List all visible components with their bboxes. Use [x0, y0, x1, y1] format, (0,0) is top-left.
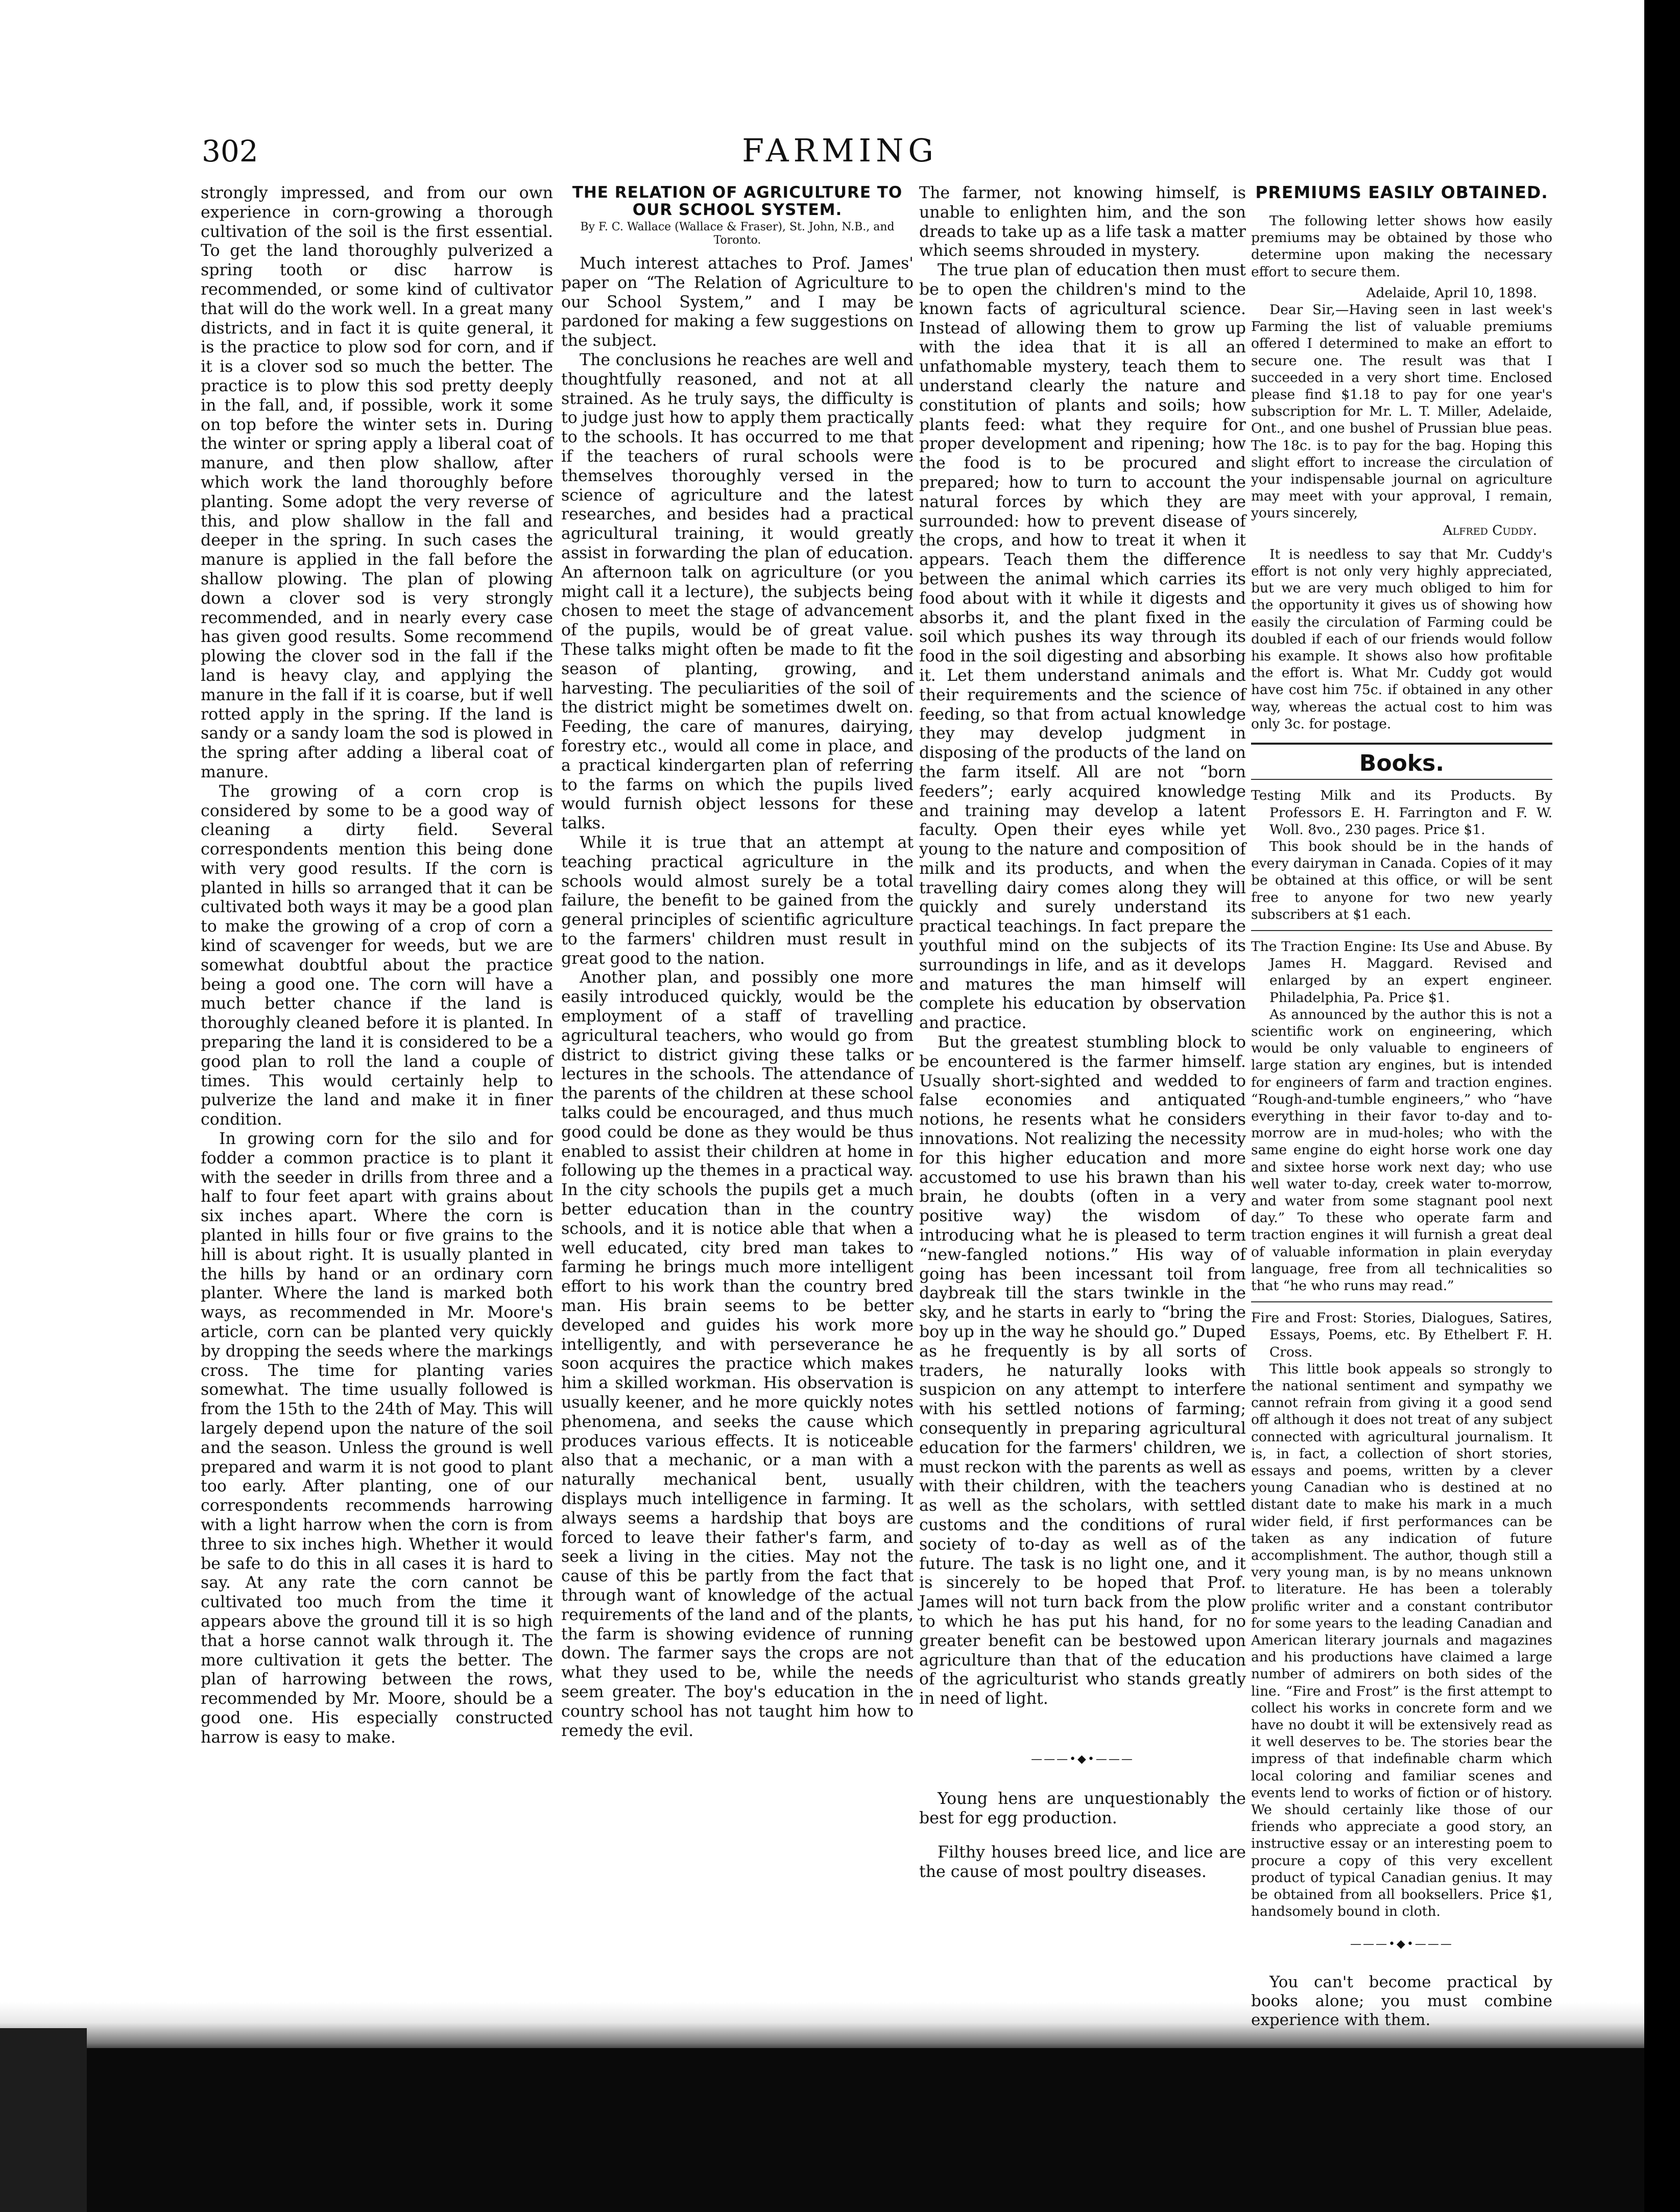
scan-corner: [0, 2028, 87, 2212]
paragraph: The farmer, not knowing himself, is unable to enlighten him, and the son dreads to take up as a life task a matter which seems shrouded in mystery.: [919, 184, 1246, 260]
premiums-headline: PREMIUMS EASILY OBTAINED.: [1255, 182, 1548, 202]
article-byline: By F. C. Wallace (Wallace & Fraser), St. John, N.B., and Toronto.: [580, 221, 895, 247]
column-3: [919, 184, 1246, 1882]
letter-body: Dear Sir,—Having seen in last week's Farming the list of valuable premiums offered I determined to make an effort to secure one. The result was that I succeeded in a very short time. Enclosed please find $1.18 to pay for one year's subscription for Mr. L. T. Miller, Adelaide, Ont., and one bushel of Prussian blue peas. The 18c. is to pay for the bag. Hoping this slight effort to increase the circulation of your indispensable journal on agriculture may meet with your approval, I remain, yours sincerely,: [1251, 302, 1552, 521]
paragraph: The true plan of education then must be to open the children's mind to the known facts of agricultural science. Instead of allowing them to grow up with the idea that it is all an unfathomable mystery, teach them to understand clearly the nature and constitution of plants and soils; how plants feed: what they require for proper development and ripening; how the food is to be procured and prepared; how to turn to account the natural forces by which they are surrounded: how to prevent disease of the crops, and how to treat it when it appears. Teach them the difference between the animal which carries its food about with it while it digests and absorbs it, and the plant fixed in the soil which pushes its way through its food in the soil digesting and absorbing it. Let them understand animals and their requirements and the science of feeding, so that from actual knowledge they may develop judgment in disposing of the products of the land on the farm itself. All are not “born feeders”; early acquired knowledge and training may develop a latent faculty. Open their eyes while yet young to the nature and composition of milk and its products, and when the travelling dairy comes along they will quickly and surely understand its practical teachings. In fact prepare the youthful mind on the subjects of its surroundings in life, and as it develops and matures the man himself will complete his education by observation and practice.: [919, 261, 1246, 1033]
book-title: The Traction Engine: Its Use and Abuse. By James H. Maggard. Revised and enlarged by an expert engineer. Philadelphia, Pa. Price $1.: [1251, 938, 1552, 1006]
book-title: Testing Milk and its Products. By Professors E. H. Farrington and F. W. Woll. 8vo., 230 pages. Price $1.: [1251, 788, 1552, 838]
paragraph: It is needless to say that Mr. Cuddy's effort is not only very highly appreciated, but we are very much obliged to him for the opportunity it gives us of showing how easily the circulation of Farming could be doubled if each of our friends would follow his example. It shows also how profitable the effort is. What Mr. Cuddy got would have cost him 75c. if obtained in any other way, whereas the actual cost to him was only 3c. for postage.: [1251, 546, 1552, 732]
column-2: [561, 184, 914, 1741]
column-4: [1251, 184, 1552, 2030]
paragraph: Another plan, and possibly one more easily introduced quickly, would be the employment of a staff of travelling agricultural teachers, who would go from district to district giving these talks or lectures in the schools. The attendance of the parents of the children at these school talks could be encouraged, and thus much good could be done as they would be thus enabled to assist their children at home in following up the themes in a practical way. In the city schools the pupils get a much better education than in the country schools, and it is notice able that when a well educated, city bred man takes to farming he brings much more intelligent effort to his work than the country bred man. His brain seems to be better developed and guides his work more intelligently, and with perseverance he soon acquires the practice which makes him a skilled workman. His observation is usually keener, and he more quickly notes phenomena, and seeks the cause which produces various effects. It is noticeable also that a mechanic, or a man with a naturally mechanical bent, usually displays much intelligence in farming. It always seems a hardship that boys are forced to leave their father's farm, and seek a living in the cities. May not the cause of this be partly from the fact that through want of knowledge of the actual requirements of the land and of the plants, the farm is showing evidence of running down. The farmer says the crops are not what they used to be, while the needs seem greater. The boy's education in the country school has not taught him how to remedy the evil.: [561, 968, 914, 1740]
column-1: [201, 184, 553, 1748]
paragraph: The following letter shows how easily premiums may be obtained by those who determine upon making the necessary effort to secure them.: [1251, 213, 1552, 280]
rule: [1251, 1301, 1552, 1302]
paragraph: Much interest attaches to Prof. James' paper on “The Relation of Agriculture to our School System,” and I may be pardoned for making a few suggestions on the subject.: [561, 254, 914, 350]
paragraph: You can't become practical by books alone; you must combine experience with them.: [1251, 1972, 1552, 2029]
page-number: 302: [202, 134, 258, 169]
book-description: As announced by the author this is not a scientific work on engineering, which would be only valuable to engineers of large station ary engines, but is intended for engineers of farm and traction engines. “Rough-and-tumble engineers,” who “have everything in their favor to-day and to-morrow are in mud-holes; who with the same engine do eight horse work one day and sixtee horse work next day; who use well water to-day, creek water to-morrow, and water from some stagnant pool next day.” To these who operate farm and traction engines it will furnish a great deal of valuable information in plain everyday language, free from all technicalities so that “he who runs may read.”: [1251, 1006, 1552, 1294]
running-title: FARMING: [742, 132, 938, 169]
section-divider: ———•◆•———: [1350, 1937, 1453, 1951]
letter-dateline: Adelaide, April 10, 1898.: [1366, 284, 1537, 301]
letter-signature: Alfred Cuddy.: [1443, 522, 1537, 538]
paragraph: The growing of a corn crop is considered by some to be a good way of cleaning a dirty field. Several correspondents mention this being done with very good results. If the corn is planted in hills so arranged that it can be cultivated both ways it may be a good plan to make the growing of a crop of corn a kind of scavenger for weeds, but we are somewhat doubtful about the practice being a good one. The corn will have a much better chance if the land is thoroughly cleaned before it is planted. In preparing the land it is considered to be a good plan to roll the land a couple of times. This would certainly help to pulverize the land and make it in finer condition.: [201, 782, 553, 1129]
book-title: Fire and Frost: Stories, Dialogues, Satires, Essays, Poems, etc. By Ethelbert F. H. Cross.: [1251, 1310, 1552, 1360]
book-description: This book should be in the hands of every dairyman in Canada. Copies of it may be obtained at this office, or will be sent free to anyone for two new yearly subscribers at $1 each.: [1251, 838, 1552, 922]
rule: [1251, 930, 1552, 931]
books-heading: Books.: [1359, 750, 1445, 777]
rule: [1251, 779, 1552, 780]
book-description: This little book appeals so strongly to the national sentiment and sympathy we cannot refrain from giving it a good send off although it does not treat of any subject connected with agricultural journalism. It is, in fact, a collection of short stories, essays and poems, written by a clever young Canadian who is destined at no distant date to make his mark in a much wider field, if first performances can be taken as any indication of future accomplishment. The author, though still a very young man, is by no means unknown to literature. He has been a tolerably prolific writer and a constant contributor for some years to the leading Canadian and American literary journals and magazines and his productions have claimed a large number of admirers on both sides of the line. “Fire and Frost” is the first attempt to collect his works in concrete form and we have no doubt it will be extensively read as it well deserves to be. The stories bear the impress of that indefinable charm which local coloring and familiar scenes and events lend to works of fiction or of history. We should certainly like those of our friends who appreciate a good story, an instructive essay or an interesting poem to procure a copy of this very excellent product of typical Canadian genius. It may be obtained from all booksellers. Price $1, handsomely bound in cloth.: [1251, 1361, 1552, 1920]
scan-dark-edge: [77, 2048, 1644, 2212]
paragraph: But the greatest stumbling block to be encountered is the farmer himself. Usually short-sighted and wedded to false economies and antiquated notions, he resents what he considers innovations. Not realizing the necessity for this higher education and more accustomed to use his brawn than his brain, he doubts (often in a very positive way) the wisdom of introducing what he is pleased to term “new-fangled notions.” His way of going has been incessant toil from daybreak till the stars twinkle in the sky, and he starts in early to “bring the boy up in the way he should go.” Duped as he frequently is by all sorts of traders, he naturally looks with suspicion on any attempt to interfere with his settled notions of farming; consequently in preparing agricultural education for the farmers' children, we must reckon with the parents as well as with their children, with the teachers as well as the scholars, with settled customs and the conditions of rural society of to-day as well as of the future. The task is no light one, and it is sincerely to be hoped that Prof. James will not turn back from the plow to which he has put his hand, for no greater benefit can be bestowed upon agriculture than that of the education of the agriculturist who stands greatly in need of light.: [919, 1033, 1246, 1708]
section-rule: [1251, 743, 1552, 745]
paragraph: strongly impressed, and from our own experience in corn-growing a thorough cultivation of the soil is the first essential. To get the land thoroughly pulverized a spring tooth or disc harrow is recommended, or some kind of cultivator that will do the work well. In a great many districts, and in fact it is quite general, it is the practice to plow sod for corn, and if it is a clover sod so much the better. The practice is to plow this sod pretty deeply in the fall, and, if possible, work it some on top before the winter sets in. During the winter or spring apply a liberal coat of manure, and then plow shallow, after which work the land thoroughly before planting. Some adopt the very reverse of this, and plow shallow in the fall and deeper in the spring. In such cases the manure is applied in the fall before the shallow plowing. The plan of plowing down a clover sod is very strongly recommended, and in nearly every case has given good results. Some recommend plowing the clover sod in the fall if the land is heavy clay, and applying the manure in the fall if it is coarse, but if well rotted apply in the spring. If the land is sandy or a sandy loam the sod is plowed in the spring after adding a liberal coat of manure.: [201, 184, 553, 781]
scan-right-edge: [1644, 0, 1680, 2212]
paragraph: The conclusions he reaches are well and thoughtfully reasoned, and not at all strained. As he truly says, the difficulty is to judge just how to apply them practically to the schools. It has occurred to me that if the teachers of rural schools were themselves thoroughly versed in the science of agriculture and the latest researches, and besides had a practical agricultural training, it would greatly assist in forwarding the plan of education. An afternoon talk on agriculture (or you might call it a lecture), the subjects being chosen to meet the stage of advancement of the pupils, would be of great value. These talks might often be made to fit the season of planting, growing, and harvesting. The peculiarities of the soil of the district might be sometimes dwelt on. Feeding, the care of manures, dairying, forestry etc., would all come in place, and a practical kindergarten plan of referring to the farms on which the pupils lived would furnish object lessons for these talks.: [561, 350, 914, 833]
article-headline: THE RELATION OF AGRICULTURE TO OUR SCHOOL SYSTEM.: [572, 183, 903, 219]
paragraph: In growing corn for the silo and for fodder a common practice is to plant it with the seeder in drills from three and a half to four feet apart with grains about six inches apart. Where the corn is planted in hills four or five grains to the hill is about right. It is usually planted in the hills by hand or an ordinary corn planter. Where the land is marked both ways, as recommended in Mr. Moore's article, corn can be planted very quickly by dropping the seeds where the markings cross. The time for planting varies somewhat. The time usually followed is from the 15th to the 24th of May. This will largely depend upon the nature of the soil and the season. Unless the ground is well prepared and warm it is not good to plant too early. After planting, one of our correspondents recommends harrowing with a light harrow when the corn is from three to six inches high. Whether it would be safe to do this in all cases it is hard to say. At any rate the corn cannot be cultivated too much from the time it appears above the ground till it is so high that a horse cannot walk through it. The more cultivation it gets the better. The plan of harrowing between the rows, recommended by Mr. Moore, should be a good one. His especially constructed harrow is easy to make.: [201, 1130, 553, 1747]
paragraph: Young hens are unquestionably the best for egg production.: [919, 1789, 1246, 1827]
paragraph: Filthy houses breed lice, and lice are the cause of most poultry diseases.: [919, 1843, 1246, 1882]
paragraph: While it is true that an attempt at teaching practical agriculture in the schools would almost surely be a total failure, the benefit to be gained from the general principles of scientific agriculture to the farmers' children must result in great good to the nation.: [561, 833, 914, 968]
section-divider: ———•◆•———: [1031, 1752, 1134, 1766]
